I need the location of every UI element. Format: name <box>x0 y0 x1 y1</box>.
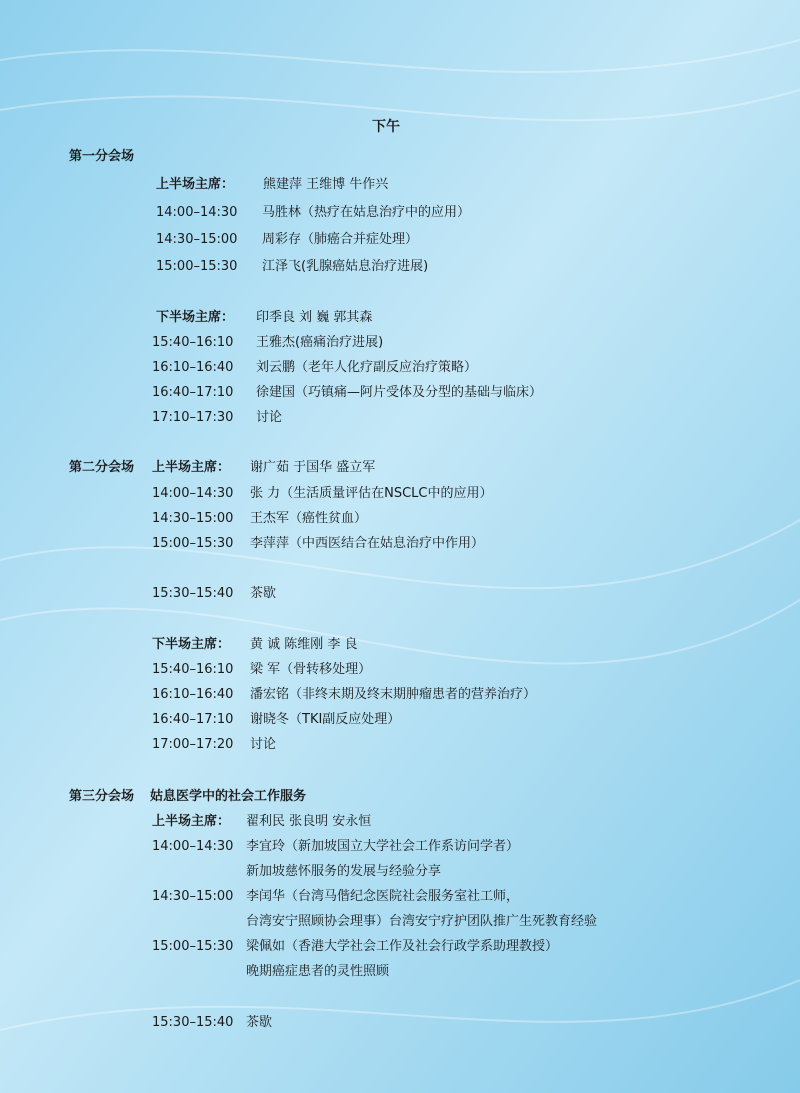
schedule-time: 14:30–15:00 <box>156 232 238 247</box>
schedule-talk: 周彩存（肺癌合并症处理） <box>262 232 419 247</box>
schedule-talk: 李宜玲（新加坡国立大学社会工作系访问学者） <box>246 839 520 854</box>
schedule-time: 16:40–17:10 <box>152 385 234 400</box>
page-title: 下午 <box>372 119 400 135</box>
session-3-half-1-label: 上半场主席： <box>152 814 231 829</box>
schedule-time: 14:00–14:30 <box>156 205 238 220</box>
session-3-half-1-chairs: 翟利民 张良明 安永恒 <box>246 814 372 829</box>
session-2-name: 第二分会场 <box>69 460 135 475</box>
schedule-talk: 讨论 <box>256 410 283 425</box>
schedule-time: 17:10–17:30 <box>152 410 234 425</box>
schedule-talk-subtitle: 新加坡慈怀服务的发展与经验分享 <box>246 864 442 879</box>
schedule-talk: 徐建国（巧镇痛—阿片受体及分型的基础与临床） <box>256 385 543 400</box>
schedule-talk: 王雅杰(癌痛治疗进展) <box>256 335 384 350</box>
schedule-talk: 梁 军（骨转移处理） <box>250 662 372 677</box>
schedule-time: 15:40–16:10 <box>152 335 234 350</box>
schedule-talk: 李闰华（台湾马偕纪念医院社会服务室社工师， <box>246 889 520 904</box>
schedule-talk: 刘云鹏（老年人化疗副反应治疗策略） <box>256 360 478 375</box>
break-label: 茶歇 <box>246 1015 273 1030</box>
schedule-time: 15:00–15:30 <box>152 536 234 551</box>
schedule-time: 15:00–15:30 <box>152 939 234 954</box>
session-2-half-1-chairs: 谢广茹 于国华 盛立军 <box>250 460 376 475</box>
session-2-half-1-label: 上半场主席： <box>152 460 231 475</box>
session-1-half-1-label: 上半场主席： <box>156 177 235 192</box>
schedule-talk: 梁佩如（香港大学社会工作及社会行政学系助理教授） <box>246 939 559 954</box>
session-3-name: 第三分会场 <box>69 789 135 804</box>
schedule-talk: 谢晓冬（TKI副反应处理） <box>250 712 401 727</box>
schedule-time: 15:40–16:10 <box>152 662 234 677</box>
schedule-time: 14:00–14:30 <box>152 839 234 854</box>
session-3-topic: 姑息医学中的社会工作服务 <box>150 789 307 804</box>
schedule-time: 14:30–15:00 <box>152 511 234 526</box>
schedule-time: 14:30–15:00 <box>152 889 234 904</box>
session-1-half-1-chairs: 熊建萍 王维博 牛作兴 <box>263 177 389 192</box>
session-2-half-2-label: 下半场主席： <box>152 637 231 652</box>
schedule-talk: 潘宏铭（非终末期及终末期肿瘤患者的营养治疗） <box>250 687 537 702</box>
session-1-half-2-label: 下半场主席： <box>156 310 235 325</box>
schedule-time: 16:10–16:40 <box>152 687 234 702</box>
schedule-talk: 江泽飞(乳腺癌姑息治疗进展) <box>262 259 429 274</box>
schedule-time: 15:00–15:30 <box>156 259 238 274</box>
schedule-talk: 马胜林（热疗在姑息治疗中的应用） <box>262 205 471 220</box>
schedule-time: 14:00–14:30 <box>152 486 234 501</box>
schedule-talk: 张 力（生活质量评估在NSCLC中的应用） <box>250 486 493 501</box>
break-time: 15:30–15:40 <box>152 586 234 601</box>
schedule-talk: 王杰军（癌性贫血） <box>250 511 368 526</box>
break-time: 15:30–15:40 <box>152 1015 234 1030</box>
session-1-half-2-chairs: 印季良 刘 巍 郭其森 <box>256 310 373 325</box>
schedule-talk-subtitle: 台湾安宁照顾协会理事）台湾安宁疗护团队推广生死教育经验 <box>246 914 598 929</box>
session-2-half-2-chairs: 黄 诚 陈维刚 李 良 <box>250 637 358 652</box>
schedule-time: 17:00–17:20 <box>152 737 234 752</box>
schedule-talk: 讨论 <box>250 737 277 752</box>
schedule-talk-subtitle: 晚期癌症患者的灵性照顾 <box>246 964 390 979</box>
schedule-time: 16:10–16:40 <box>152 360 234 375</box>
session-1-name: 第一分会场 <box>69 149 135 164</box>
schedule-talk: 李萍萍（中西医结合在姑息治疗中作用） <box>250 536 485 551</box>
schedule-time: 16:40–17:10 <box>152 712 234 727</box>
break-label: 茶歇 <box>250 586 277 601</box>
